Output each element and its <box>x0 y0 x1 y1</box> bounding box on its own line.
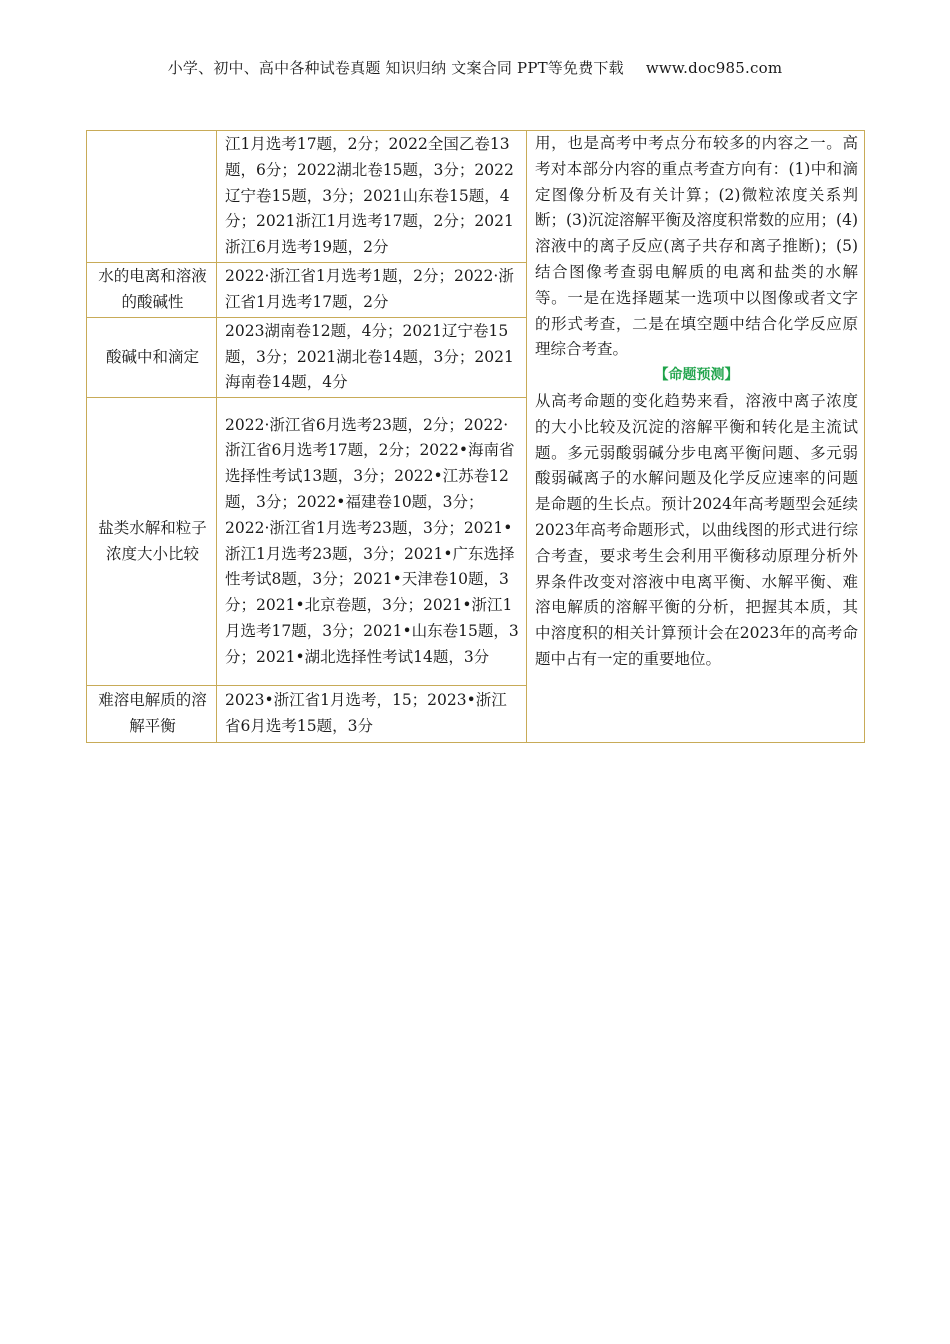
topic-cell: 难溶电解质的溶解平衡 <box>87 686 217 743</box>
exam-analysis-table <box>86 130 865 743</box>
analysis-paragraph: 用，也是高考中考点分布较多的内容之一。高考对本部分内容的重点考查方向有：(1)中和滴定图像分析及有关计算；(2)微粒浓度关系判断；(3)沉淀溶解平衡及溶度积常数的应用；(4)溶液中的离子反应(离子共存和离子推断)；(5)结合图像考查弱电解质的电离和盐类的水解等。一是在选择题某一选项中以图像或者文字的形式考查，二是在填空题中结合化学反应原理综合考查。 <box>535 134 858 359</box>
topic-cell: 盐类水解和粒子浓度大小比较 <box>87 398 217 686</box>
detail-cell: 2023•浙江省1月选考，15；2023•浙江省6月选考15题，3分 <box>217 686 527 743</box>
detail-cell: 2022·浙江省6月选考23题，2分；2022·浙江省6月选考17题，2分；2022•海南省选择性考试13题，3分；2022•江苏卷12题，3分；2022•福建卷10题，3分；2022·浙江省1月选考23题，3分；2021•浙江1月选考23题，3分；2021•广东选择性考试8题，3分；2021•天津卷10题，3分；2021•北京卷题，3分；2021•浙江1月选考17题，3分；2021•山东卷15题，3分；2021•湖北选择性考试14题，3分 <box>217 398 527 686</box>
detail-cell: 2022·浙江省1月选考1题，2分；2022·浙江省1月选考17题，2分 <box>217 263 527 318</box>
header-site-link[interactable]: www.doc985.com <box>645 59 783 77</box>
page-header <box>0 57 950 78</box>
analysis-cell <box>527 131 865 743</box>
detail-cell: 江1月选考17题，2分；2022全国乙卷13题，6分；2022湖北卷15题，3分；2022辽宁卷15题，3分；2021山东卷15题，4分；2021浙江1月选考17题，2分；2021浙江6月选考19题，2分 <box>217 131 527 263</box>
topic-cell <box>87 131 217 263</box>
header-text: 小学、初中、高中各种试卷真题 知识归纳 文案合同 PPT等免费下载 <box>167 59 624 77</box>
prediction-paragraph: 从高考命题的变化趋势来看，溶液中离子浓度的大小比较及沉淀的溶解平衡和转化是主流试题。多元弱酸弱碱分步电离平衡问题、多元弱酸弱碱离子的水解问题及化学反应速率的问题是命题的生长点。预计2024年高考题型会延续2023年高考命题形式，以曲线图的形式进行综合考查，要求考生会利用平衡移动原理分析外界条件改变对溶液中电离平衡、水解平衡、难溶电解质的溶解平衡的分析，把握其本质，其中溶度积的相关计算预计会在2023年的高考命题中占有一定的重要地位。 <box>535 391 858 668</box>
table-row <box>87 131 865 263</box>
topic-cell: 水的电离和溶液的酸碱性 <box>87 263 217 318</box>
detail-cell: 2023湖南卷12题，4分；2021辽宁卷15题，3分；2021湖北卷14题，3分；2021海南卷14题，4分 <box>217 318 527 398</box>
prediction-heading: 【命题预测】 <box>654 367 739 384</box>
topic-cell: 酸碱中和滴定 <box>87 318 217 398</box>
